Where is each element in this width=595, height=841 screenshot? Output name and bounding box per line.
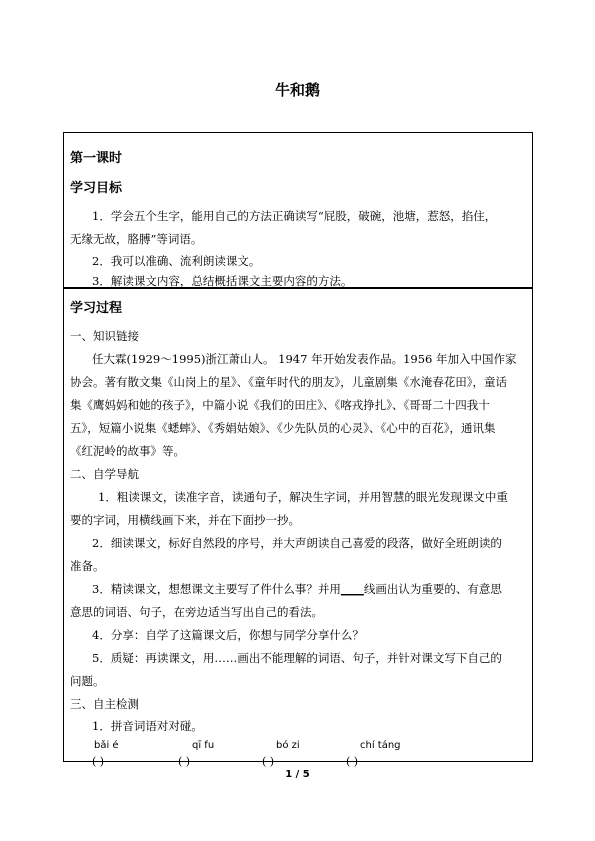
page-number: 1 / 5 [285, 769, 310, 780]
nav-line-3: 2．细读课文，标好自然段的序号，并大声朗读自己喜爱的段落，做好全班朗读的 [92, 536, 502, 550]
answer-blank-4[interactable]: ( ) [346, 755, 359, 768]
part3-title: 三、自主检测 [70, 697, 139, 711]
pinyin-3: bó zi [276, 740, 300, 751]
nav-line-7: 4．分享：自学了这篇课文后，你想与同学分享什么？ [92, 628, 364, 642]
part2-title: 二、自学导航 [70, 467, 139, 481]
part3-question-1: 1．拼音词语对对碰。 [92, 719, 203, 733]
nav-line-5-end: 线画出认为重要的、有意思 [363, 582, 502, 596]
bio-line-1: 任大霖(1929～1995)浙江萧山人。 1947 年开始发表作品。1956 年加入中国作家 [92, 352, 517, 366]
pinyin-2: qī fu [192, 740, 215, 751]
bio-line-4: 五》，短篇小说集《蟋蟀》、《秀娟姑娘》、《少先队员的心灵》、《心中的百花》，通讯集 [70, 421, 496, 435]
goal-line-3: 2．我可以准确、流利朗读课文。 [92, 254, 261, 268]
goal-line-1: 1．学会五个生字，能用自己的方法正确读写“屁股，破碗，池塘，惹怒，掐住， [92, 209, 497, 223]
learning-process-box [63, 288, 533, 768]
page-title: 牛和鹅 [274, 81, 320, 99]
learning-goals-box [63, 132, 533, 288]
bio-line-2: 协会。著有散文集《山岗上的星》、《童年时代的朋友》，儿童剧集《水淹春花田》，童话 [70, 375, 507, 389]
goals-heading: 学习目标 [70, 181, 123, 196]
part1-title: 一、知识链接 [70, 329, 139, 343]
answer-blank-3[interactable]: ( ) [262, 755, 275, 768]
pinyin-1: bǎi é [94, 740, 119, 751]
lesson-heading: 第一课时 [70, 151, 123, 166]
answer-blank-2[interactable]: ( ) [178, 755, 191, 768]
nav-line-2: 要的字词，用横线画下来，并在下面抄一抄。 [70, 513, 300, 527]
process-heading: 学习过程 [70, 301, 123, 316]
underline-mark: ____ [340, 582, 364, 596]
nav-line-4: 准备。 [70, 559, 105, 573]
bio-line-3: 集《鹰妈妈和她的孩子》，中篇小说《我们的田庄》、《喀戎挣扎》、《哥哥二十四我十 [70, 398, 490, 412]
nav-line-6: 意思的词语、句子，在旁边适当写出自己的看法。 [70, 605, 323, 619]
goal-line-4: 3．解读课文内容，总结概括课文主要内容的方法。 [92, 274, 353, 288]
nav-line-5 [92, 581, 502, 597]
nav-line-1: 1．粗读课文，读准字音，读通句子，解决生字词，并用智慧的眼光发现课文中重 [98, 490, 508, 504]
goal-line-2: 无缘无故，胳膊”等词语。 [70, 232, 203, 246]
nav-line-8: 5．质疑：再读课文，用……画出不能理解的词语、句子，并针对课文写下自己的 [92, 651, 502, 665]
nav-line-5-start: 3．精读课文，想想课文主要写了件什么事？并用 [92, 582, 341, 596]
answer-blank-1[interactable]: ( ) [92, 755, 105, 768]
nav-line-9: 问题。 [70, 674, 105, 688]
bio-line-5: 《红泥岭的故事》等。 [70, 444, 185, 458]
pinyin-4: chí táng [360, 740, 401, 751]
